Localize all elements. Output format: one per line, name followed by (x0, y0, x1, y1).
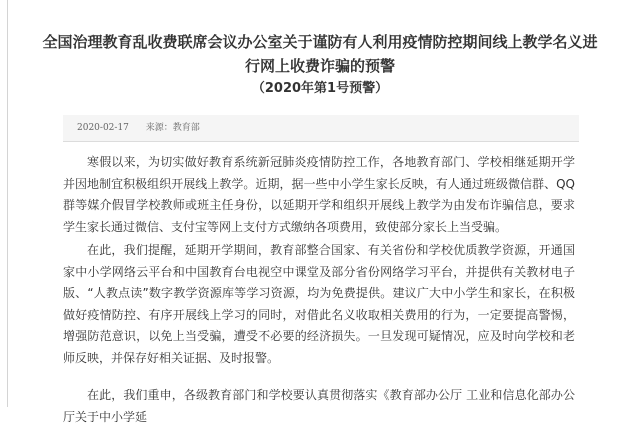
article-meta (77, 122, 214, 134)
article-paragraph: 在此，我们重申，各级教育部门和学校要认真贯彻落实《教育部办公厅 工业和信息化部办公厅关于中小学延 (63, 388, 575, 424)
left-border (7, 0, 8, 407)
article-paragraph: 在此，我们提醒，延期开学期间，教育部整合国家、有关省份和学校优质教学资源，开通国家中小学网络云平台和中国教育台电视空中课堂及部分省份网络学习平台，并提供有关教材电子版、“人教点读”数字教学资源库等学习资源，均为免费提供。建议广大中小学生和家长，在积极做好疫情防控、有序开展线上学习的同时，对借此名义收取相关费用的行为，一定要提高警惕，增强防范意识，以免上当受骗，遭受不必要的经济损失。一旦发现可疑情况，应及时向学校和老师反映，并保存好相关证据、及时报警。 (63, 243, 575, 365)
publish-date: 2020-02-17 (77, 123, 129, 133)
article-meta-bar (63, 115, 579, 142)
article-title: 全国治理教育乱收费联席会议办公室关于谨防有人利用疫情防控期间线上教学名义进行网上收费诈骗的预警 (42, 33, 598, 75)
article-subtitle: （2020年第1号预警） (251, 81, 389, 96)
article-source: 来源：教育部 (145, 123, 200, 133)
article-paragraph: 寒假以来，为切实做好教育系统新冠肺炎疫情防控工作，各地教育部门、学校相继延期开学并因地制宜积极组织开展线上教学。近期，据一些中小学生家长反映，有人通过班级微信群、QQ群等媒介假冒学校教师或班主任身份，以延期开学和组织开展线上教学为由发布诈骗信息，要求学生家长通过微信、支付宝等网上支付方式缴纳各项费用，致使部分家长上当受骗。 (63, 155, 575, 234)
